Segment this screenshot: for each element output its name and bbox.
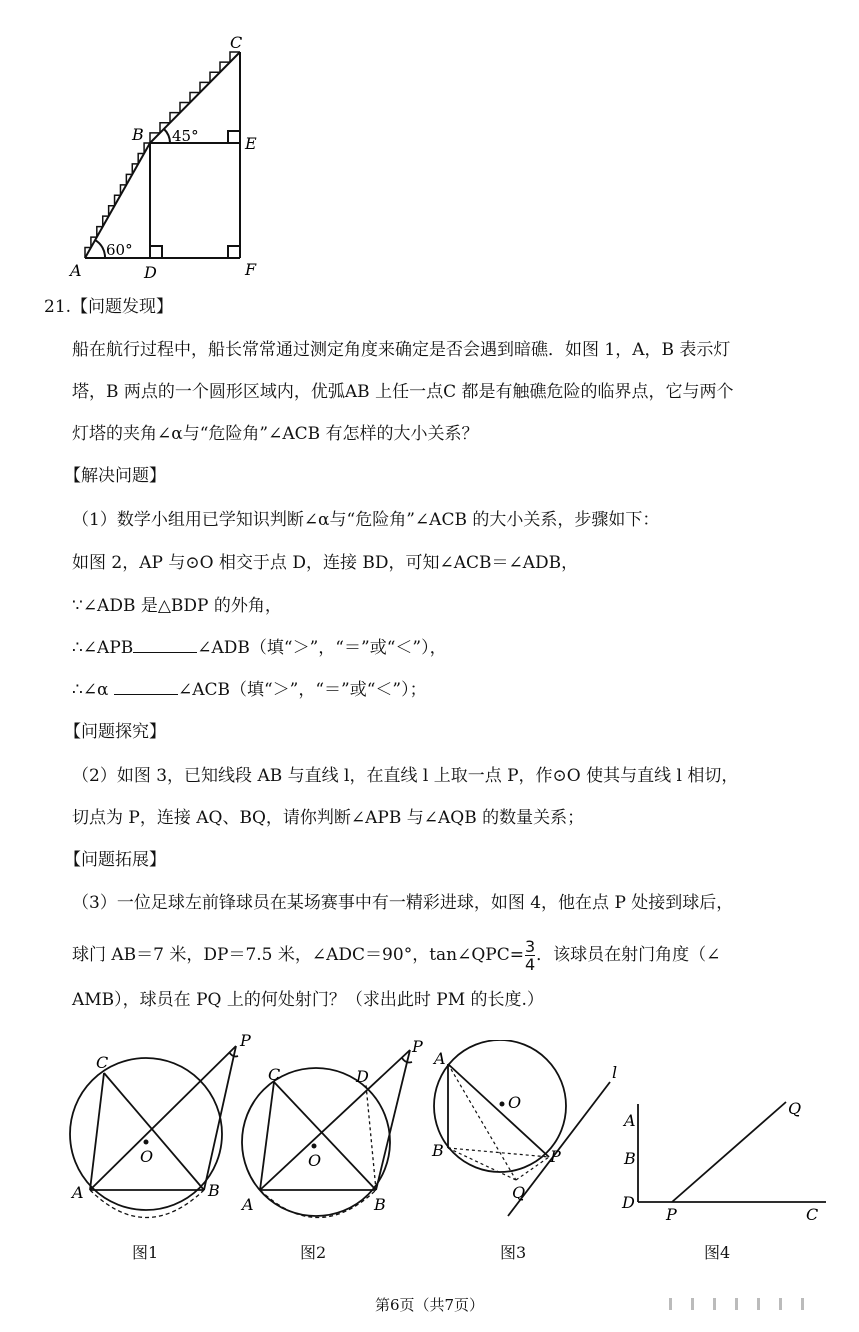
- solve-step-3: ∵∠ADB 是△BDP 的外角，: [72, 596, 282, 616]
- fig2-caption: 图2: [300, 1243, 327, 1262]
- label-C: C: [230, 33, 243, 52]
- heading-explore: 【问题探究】: [64, 722, 166, 742]
- fig2-label-A: A: [242, 1195, 254, 1214]
- fig2-label-C: C: [268, 1065, 281, 1084]
- fig4-label-D: D: [622, 1193, 635, 1212]
- extend-line-2-tail: ．该球员在射门角度（∠: [536, 945, 721, 965]
- angle-45-label: 45°: [172, 127, 199, 145]
- answer-blank-2[interactable]: [114, 680, 178, 695]
- label-D: D: [144, 263, 157, 282]
- fig1-label-P: P: [240, 1031, 251, 1050]
- figure-4: [614, 1094, 829, 1224]
- problem-line-2: 塔，B 两点的一个圆形区域内，优弧AB 上任一点C 都是有触礁危险的临界点，它与两个: [72, 382, 734, 402]
- label-E: E: [245, 134, 257, 153]
- fig4-caption: 图4: [704, 1243, 731, 1262]
- fig2-label-B: B: [374, 1195, 386, 1214]
- problem-line-1: 船在航行过程中，船长常常通过测定角度来确定是否会遇到暗礁．如图 1，A，B 表示灯: [72, 340, 731, 360]
- fig2-label-O: O: [308, 1151, 322, 1170]
- extend-line-2: [72, 938, 720, 973]
- fraction-numerator: 3: [524, 937, 536, 956]
- solve-step-1: （1）数学小组用已学知识判断∠α与“危险角”∠ACB 的大小关系，步骤如下：: [72, 510, 660, 530]
- fig1-caption: 图1: [132, 1243, 159, 1262]
- label-F: F: [245, 260, 257, 279]
- solve-step-5-lead: ∴∠α: [72, 680, 114, 700]
- extend-line-1: （3）一位足球左前锋球员在某场赛事中有一精彩进球，如图 4，他在点 P 处接到球后，: [72, 893, 734, 913]
- label-A: A: [70, 261, 82, 280]
- fraction-denominator: 4: [524, 955, 536, 974]
- answer-blank-1[interactable]: [133, 638, 197, 653]
- solve-step-5: [72, 678, 427, 702]
- decorative-bars: [669, 1296, 829, 1312]
- fig4-label-A: A: [624, 1111, 636, 1130]
- fig3-label-B: B: [432, 1141, 444, 1160]
- extend-line-3: AMB），球员在 PQ 上的何处射门？（求出此时 PM 的长度.）: [72, 990, 544, 1010]
- fig3-label-Q: Q: [512, 1183, 526, 1202]
- fig3-label-O: O: [508, 1093, 522, 1112]
- solve-step-2: 如图 2，AP 与⊙O 相交于点 D，连接 BD，可知∠ACB＝∠ADB，: [72, 553, 579, 573]
- page-footer: 第6页（共7页）: [374, 1296, 485, 1314]
- fig4-label-B: B: [624, 1149, 636, 1168]
- heading-extend: 【问题拓展】: [64, 850, 166, 870]
- fig3-caption: 图3: [500, 1243, 527, 1262]
- fig4-label-Q: Q: [788, 1099, 802, 1118]
- tan-fraction: [525, 938, 535, 973]
- figure-3: [424, 1040, 634, 1220]
- label-B: B: [132, 125, 144, 144]
- fig2-label-P: P: [412, 1037, 423, 1056]
- fig1-label-A: A: [72, 1183, 84, 1202]
- fig3-label-l: l: [612, 1063, 618, 1082]
- fig3-label-P: P: [550, 1147, 561, 1166]
- explore-line-1: （2）如图 3，已知线段 AB 与直线 l，在直线 l 上取一点 P，作⊙O 使其与直线 l 相切，: [72, 766, 739, 786]
- fig1-label-O: O: [140, 1147, 154, 1166]
- heading-solve: 【解决问题】: [64, 466, 166, 486]
- fig4-label-C: C: [806, 1205, 819, 1224]
- solve-step-4-tail: ∠ADB（填“＞”，“＝”或“＜”），: [197, 638, 447, 658]
- problem-line-3: 灯塔的夹角∠α与“危险角”∠ACB 有怎样的大小关系？: [72, 424, 479, 444]
- fig4-label-P: P: [666, 1205, 677, 1224]
- extend-line-2-lead: 球门 AB＝7 米，DP＝7.5 米，∠ADC＝90°，tan∠QPC=: [72, 945, 524, 965]
- angle-60-label: 60°: [106, 241, 133, 259]
- solve-step-4: [72, 636, 447, 660]
- fig3-label-A: A: [434, 1049, 446, 1068]
- figure-2: [232, 1030, 432, 1235]
- solve-step-5-tail: ∠ACB（填“＞”，“＝”或“＜”）；: [177, 680, 427, 700]
- fig1-label-B: B: [208, 1181, 220, 1200]
- fig2-label-D: D: [356, 1067, 369, 1086]
- solve-step-4-lead: ∴∠APB: [72, 638, 134, 658]
- explore-line-2: 切点为 P，连接 AQ、BQ，请你判断∠APB 与∠AQB 的数量关系；: [72, 808, 585, 828]
- question-number: 21.【问题发现】: [44, 297, 174, 317]
- staircase-figure: [60, 28, 280, 283]
- figure-1: [60, 1030, 260, 1235]
- fig1-label-C: C: [96, 1053, 109, 1072]
